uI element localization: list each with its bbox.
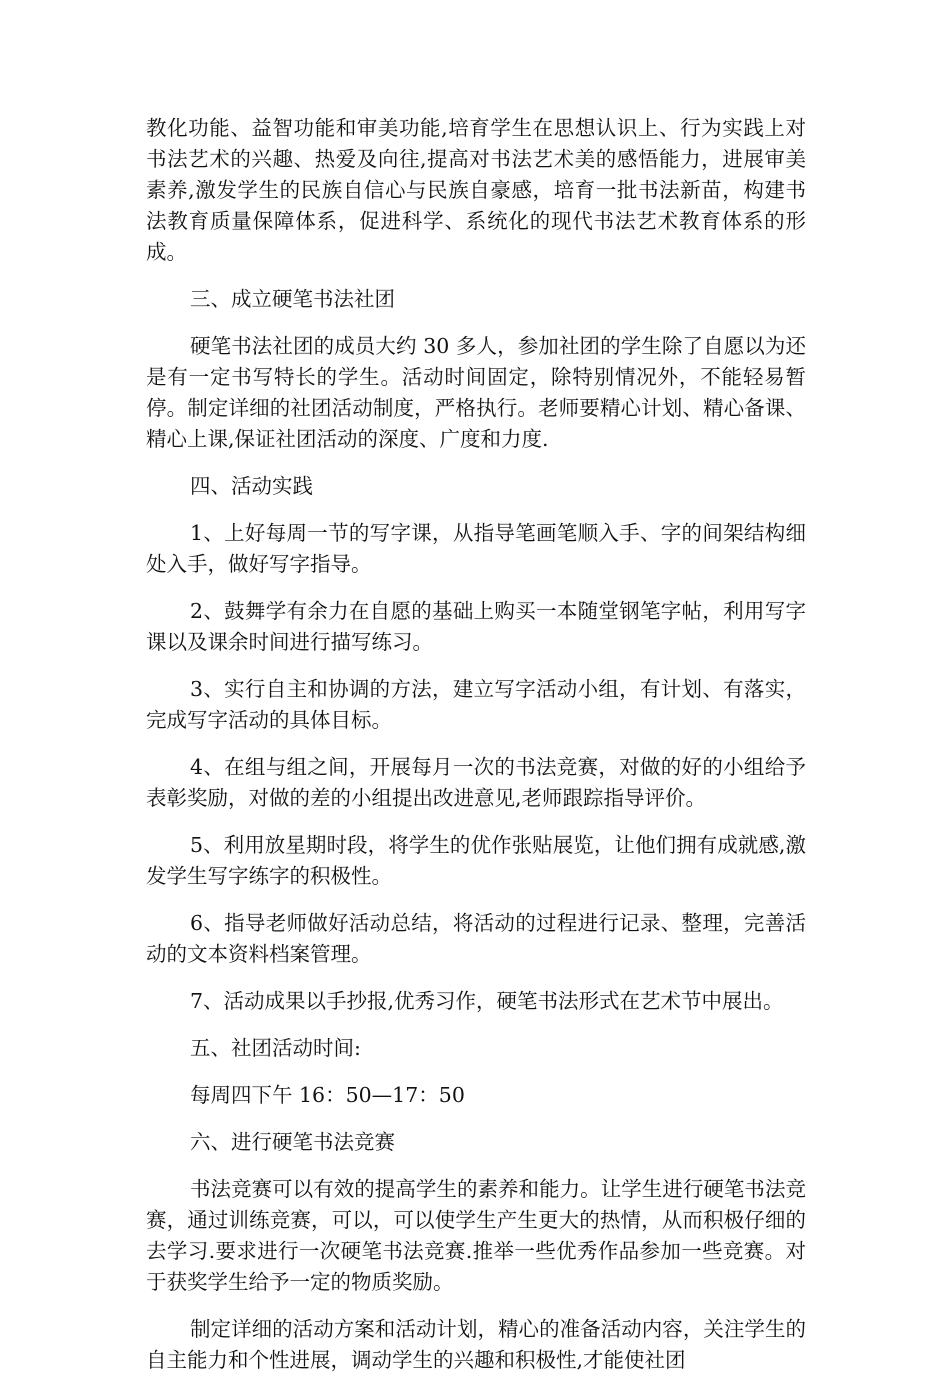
paragraph-intro-continued: 教化功能、益智功能和审美功能,培育学生在思想认识上、行为实践上对书法艺术的兴趣、热爱及向往,提高对书法艺术美的感悟能力，进展审美素养,激发学生的民族自信心与民族自豪感，培育一批书法新苗，构建书法教育质量保障体系，促进科学、系统化的现代书法艺术教育体系的形成。 [146,116,806,264]
list-item-6: 6、指导老师做好活动总结，将活动的过程进行记录、整理，完善活动的文本资料档案管理。 [146,911,806,966]
section-heading-4: 四、活动实践 [190,474,313,498]
section-heading-3: 三、成立硬笔书法社团 [190,287,395,311]
list-item-5: 5、利用放星期时段，将学生的优作张贴展览，让他们拥有成就感,激发学生写字练字的积极性。 [146,833,806,888]
list-item-7: 7、活动成果以手抄报,优秀习作，硬笔书法形式在艺术节中展出。 [190,989,784,1013]
document-body [146,113,806,1392]
list-item-4: 4、在组与组之间，开展每月一次的书法竞赛，对做的好的小组给予表彰奖励，对做的差的小组提出改进意见,老师跟踪指导评价。 [146,755,806,810]
paragraph-club-members: 硬笔书法社团的成员大约 30 多人，参加社团的学生除了自愿以为还是有一定书写特长的学生。活动时间固定，除特别情况外，不能轻易暂停。制定详细的社团活动制度，严格执行。老师要精心计划、精心备课、精心上课,保证社团活动的深度、广度和力度. [146,334,806,451]
paragraph-conclusion: 制定详细的活动方案和活动计划，精心的准备活动内容，关注学生的自主能力和个性进展，调动学生的兴趣和积极性,才能使社团 [146,1317,806,1372]
activity-time: 每周四下午 16：50—17：50 [190,1083,465,1107]
section-heading-6: 六、进行硬笔书法竞赛 [190,1130,395,1154]
list-item-2: 2、鼓舞学有余力在自愿的基础上购买一本随堂钢笔字帖，利用写字课以及课余时间进行描写练习。 [146,599,806,654]
section-heading-5: 五、社团活动时间: [190,1036,361,1060]
list-item-3: 3、实行自主和协调的方法，建立写字活动小组，有计划、有落实，完成写字活动的具体目标。 [146,677,806,732]
list-item-1: 1、上好每周一节的写字课，从指导笔画笔顺入手、字的间架结构细处入手，做好写字指导。 [146,521,806,576]
paragraph-competition: 书法竞赛可以有效的提高学生的素养和能力。让学生进行硬笔书法竞赛，通过训练竞赛，可以，可以使学生产生更大的热情，从而积极仔细的去学习.要求进行一次硬笔书法竞赛.推举一些优秀作品参加一些竞赛。对于获奖学生给予一定的物质奖励。 [146,1177,806,1294]
